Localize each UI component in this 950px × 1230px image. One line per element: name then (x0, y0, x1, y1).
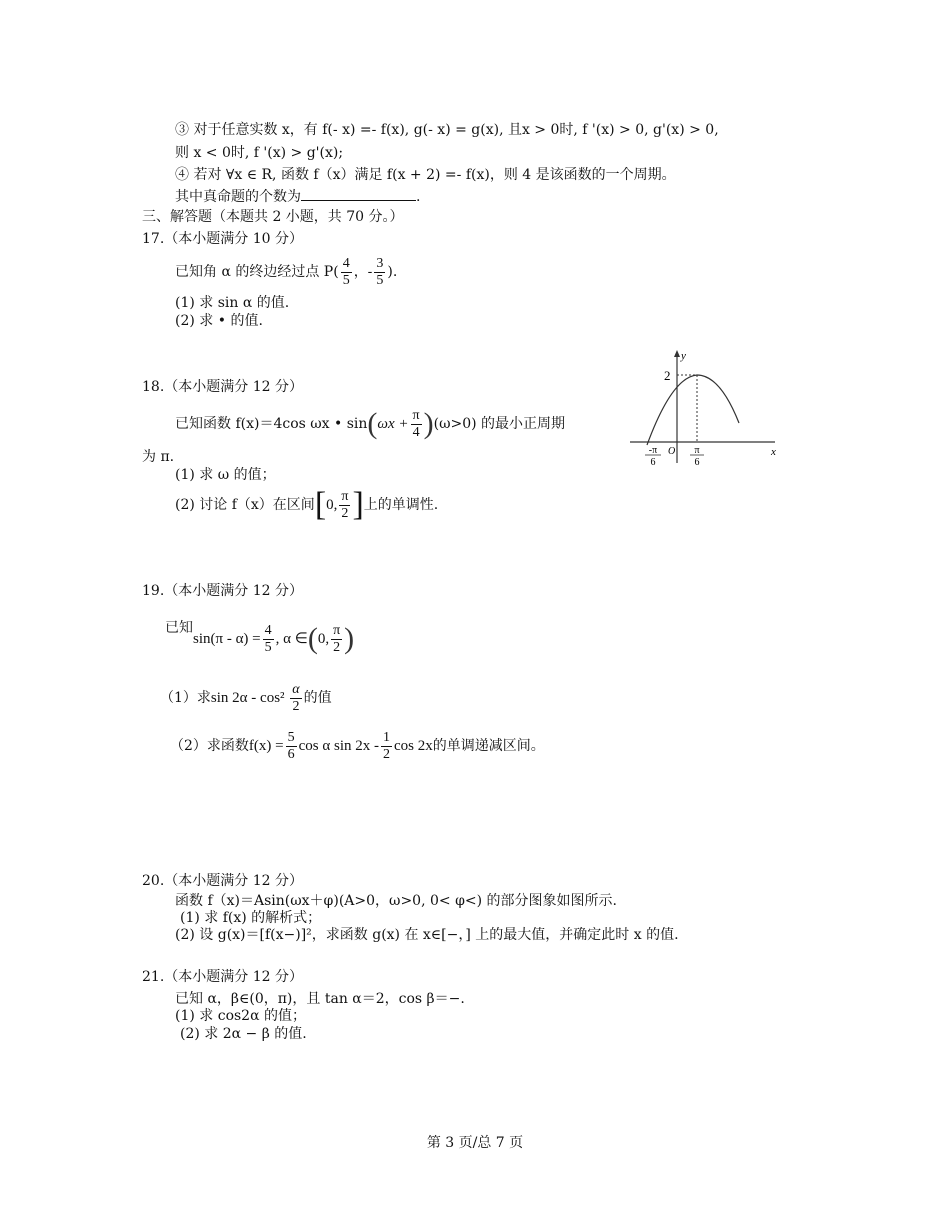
q19-part1 (160, 676, 332, 720)
answer-blank (301, 186, 416, 201)
q19-p1-num: α (292, 681, 300, 697)
function-graph (625, 345, 785, 470)
graph-x-label: x (771, 446, 776, 458)
q18-bracket-open: [ (314, 486, 327, 523)
q18-part2-b: 上的单调性. (363, 497, 439, 513)
graph-y-max: 2 (664, 368, 671, 383)
q17-stem-b: ). (387, 264, 398, 280)
q19-heading: 19.（本小题满分 12 分） (142, 583, 303, 599)
q19-frac-pi-2 (331, 623, 342, 656)
q18-int-num: π (341, 488, 349, 504)
q20-stem: 函数 f（x)＝Asin(ωx＋φ)(A>0，ω>0, 0< φ<) 的部分图象如图所示. (175, 893, 617, 909)
q17-frac-3-5 (374, 256, 385, 289)
statement-3-cont: 则 x < 0时, f '(x) > g'(x); (175, 145, 344, 161)
q19-p1-den: 2 (292, 698, 300, 714)
q18-frac-den: 4 (412, 424, 420, 440)
q19-interval-start: 0, (317, 631, 330, 647)
graph-curve (647, 375, 739, 445)
q19-p2-den2: 2 (382, 746, 390, 762)
graph-left-den: 6 (650, 457, 656, 468)
q18-paren-close: ) (423, 407, 434, 440)
q18-stem-c: 为 π. (142, 449, 175, 465)
graph-right-den: 6 (694, 457, 700, 468)
q17-part2: (2) 求 • 的值. (175, 313, 263, 329)
q19-p2-num2: 1 (382, 729, 390, 745)
q17-part1: (1) 求 sin α 的值. (175, 295, 290, 311)
q18-frac-num: π (412, 407, 420, 423)
q18-interval-start: 0, (326, 497, 338, 513)
q18-int-den: 2 (341, 505, 349, 521)
q21-part1: (1) 求 cos2α 的值； (175, 1008, 306, 1024)
section-title: 三、解答题（本题共 2 小题，共 70 分。） (142, 209, 404, 225)
q19-part2-a: （2）求函数 (170, 738, 249, 754)
q19-part1-expr: sin 2α - cos² (210, 690, 289, 706)
q18-inner: ωx + (377, 416, 409, 432)
q18-part2-a: (2) 讨论 f（x）在区间 (175, 497, 315, 513)
page-footer: 第 3 页/总 7 页 (426, 1135, 524, 1151)
q20-part1: (1) 求 f(x) 的解析式； (180, 910, 322, 926)
q17-stem-a: 已知角 α 的终边经过点 P( (175, 264, 339, 280)
q17-frac2-den: 5 (376, 272, 384, 288)
q20-part2: (2) 设 g(x)＝[f(x−)]²，求函数 g(x) 在 x∈[−，] 上的最大值，并确定此时 x 的值. (175, 927, 679, 943)
q18-paren-open: ( (367, 407, 378, 440)
q19-part2 (170, 724, 545, 768)
q19-sin-expr: sin(π - α) = (193, 631, 261, 647)
q19-part1-a: （1）求 (160, 690, 211, 706)
q19-paren-open: ( (307, 622, 318, 655)
statement-3: ③ 对于任意实数 x，有 f(- x) =- f(x), g(- x) = g(x), 且x > 0时, f '(x) > 0, g'(x) > 0, (175, 122, 719, 138)
true-count-label: 其中真命题的个数为 (175, 189, 301, 205)
q21-heading: 21.（本小题满分 12 分） (142, 969, 303, 985)
q18-bracket-close: ] (352, 486, 364, 523)
q17-frac1-num: 4 (342, 255, 350, 271)
q19-part2-expr2: cos α sin 2x - (298, 738, 379, 754)
q18-part1: (1) 求 ω 的值； (175, 467, 276, 483)
q19-int-num: π (333, 622, 341, 638)
q18-frac-pi-2 (339, 489, 350, 522)
q19-part2-expr3: cos 2x (393, 738, 433, 754)
q19-int-den: 2 (333, 639, 341, 655)
q17-frac1-den: 5 (342, 272, 350, 288)
q19-paren-close: ) (344, 622, 355, 655)
q18-stem-a: 已知函数 f(x)＝4cos ωx • sin (175, 416, 368, 432)
q19-stem-a: 已知 (165, 620, 193, 636)
q18-part2 (175, 482, 438, 528)
q19-frac-num: 4 (264, 622, 272, 638)
graph-left-num: -π (648, 445, 658, 456)
graph-y-arrow (674, 350, 680, 357)
q17-heading: 17.（本小题满分 10 分） (142, 231, 303, 247)
q19-frac-5-6 (286, 730, 297, 763)
q19-part2-expr1: f(x) = (248, 738, 284, 754)
true-count-end: . (416, 189, 421, 205)
q18-heading: 18.（本小题满分 12 分） (142, 379, 303, 395)
q21-stem: 已知 α，β∈(0，π)，且 tan α＝2，cos β＝−. (175, 991, 465, 1007)
q17-sep: ，- (353, 264, 373, 280)
q17-stem (175, 252, 397, 292)
q20-heading: 20.（本小题满分 12 分） (142, 873, 303, 889)
q19-part2-b: 的单调递减区间。 (432, 738, 545, 754)
q17-frac-4-5 (341, 256, 352, 289)
q19-frac-den: 5 (264, 639, 272, 655)
q19-p2-den1: 6 (287, 746, 295, 762)
q19-frac-1-2 (381, 730, 392, 763)
true-count-question (175, 186, 420, 206)
q21-part2: (2) 求 2α − β 的值. (180, 1026, 307, 1042)
q19-cond: , α ∈ (275, 631, 308, 647)
q18-frac-pi-4 (411, 408, 422, 441)
q17-frac2-num: 3 (376, 255, 384, 271)
q19-frac-4-5 (263, 623, 274, 656)
q19-stem (165, 616, 354, 662)
graph-right-num: π (694, 445, 700, 456)
q19-frac-alpha-2 (290, 682, 301, 715)
graph-y-label: y (681, 350, 686, 362)
graph-origin: O (668, 446, 676, 457)
q19-part1-b: 的值 (303, 690, 332, 706)
statement-4: ④ 若对 ∀x ∈ R, 函数 f（x）满足 f(x + 2) =- f(x)，则 4 是该函数的一个周期。 (175, 167, 676, 183)
q19-p2-num1: 5 (287, 729, 295, 745)
q18-stem (175, 402, 565, 446)
q18-stem-b: (ω>0) 的最小正周期 (433, 416, 566, 432)
